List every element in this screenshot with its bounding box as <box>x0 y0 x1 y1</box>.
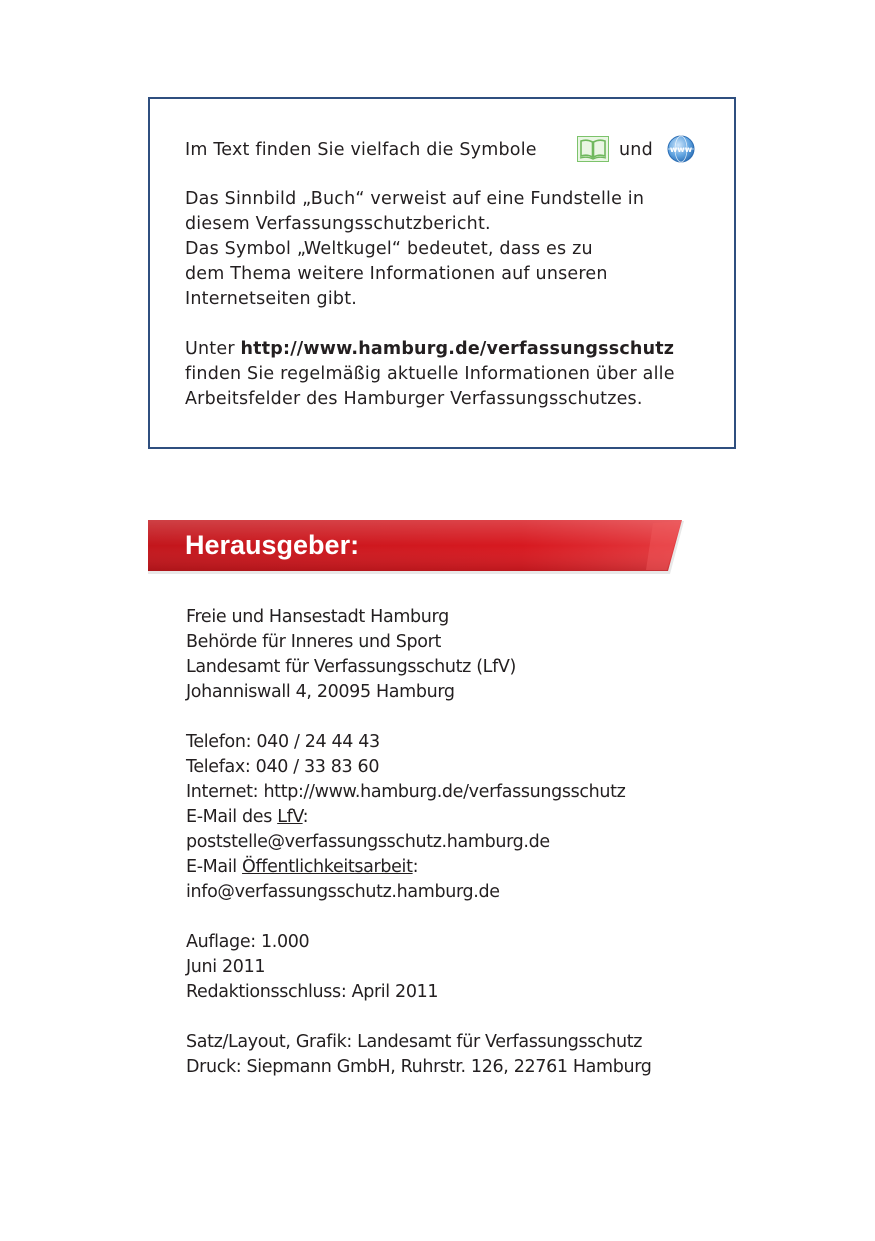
globe-symbol-explanation-2: dem Thema weitere Informationen auf unseren <box>185 264 608 284</box>
email-pr-label <box>186 855 418 880</box>
address-line-4: Johanniswall 4, 20095 Hamburg <box>186 682 455 702</box>
globe-www-text: www <box>669 145 693 154</box>
internet-address[interactable]: Internet: http://www.hamburg.de/verfassungsschutz <box>186 782 626 802</box>
globe-symbol-explanation-1: Das Symbol „Weltkugel“ bedeutet, dass es zu <box>185 239 593 259</box>
address-line-2: Behörde für Inneres und Sport <box>186 632 441 652</box>
symbols-intro-text: Im Text finden Sie vielfach die Symbole <box>185 140 537 160</box>
email-lfv-label <box>186 805 308 830</box>
email-lfv-label-prefix: E-Mail des <box>186 807 278 827</box>
book-icon <box>577 136 609 162</box>
website-info-1: finden Sie regelmäßig aktuelle Informationen über alle <box>185 364 675 384</box>
banner-title: Herausgeber: <box>185 530 360 560</box>
website-info-2: Arbeitsfelder des Hamburger Verfassungsschutzes. <box>185 389 643 409</box>
fax-number: Telefax: 040 / 33 83 60 <box>186 757 380 777</box>
email-lfv-label-suffix: : <box>302 807 309 827</box>
email-pr-label-suffix: : <box>412 857 419 877</box>
publication-date: Juni 2011 <box>186 957 266 977</box>
symbols-and <box>619 138 653 163</box>
website-line <box>185 337 674 362</box>
layout-credit: Satz/Layout, Grafik: Landesamt für Verfassungsschutz <box>186 1032 643 1052</box>
book-symbol-explanation-2: diesem Verfassungsschutzbericht. <box>185 214 491 234</box>
public-relations-link[interactable]: Öffentlichkeitsarbeit <box>242 857 413 877</box>
edition-count: Auflage: 1.000 <box>186 932 310 952</box>
address-line-1: Freie und Hansestadt Hamburg <box>186 607 449 627</box>
lfv-link[interactable]: LfV <box>277 807 303 827</box>
globe-www-icon <box>667 135 695 163</box>
symbols-intro <box>185 138 537 163</box>
website-url[interactable]: http://www.hamburg.de/verfassungsschutz <box>240 339 675 359</box>
email-pr-address[interactable]: info@verfassungsschutz.hamburg.de <box>186 882 500 902</box>
and-word: und <box>619 140 653 160</box>
phone-number: Telefon: 040 / 24 44 43 <box>186 732 380 752</box>
print-credit: Druck: Siepmann GmbH, Ruhrstr. 126, 22761 Hamburg <box>186 1057 652 1077</box>
website-prefix: Unter <box>185 339 241 359</box>
email-pr-label-prefix: E-Mail <box>186 857 243 877</box>
globe-symbol-explanation-3: Internetseiten gibt. <box>185 289 358 309</box>
book-symbol-explanation-1: Das Sinnbild „Buch“ verweist auf eine Fundstelle in <box>185 189 645 209</box>
address-line-3: Landesamt für Verfassungsschutz (LfV) <box>186 657 516 677</box>
email-lfv-address[interactable]: poststelle@verfassungsschutz.hamburg.de <box>186 832 550 852</box>
editorial-deadline: Redaktionsschluss: April 2011 <box>186 982 439 1002</box>
